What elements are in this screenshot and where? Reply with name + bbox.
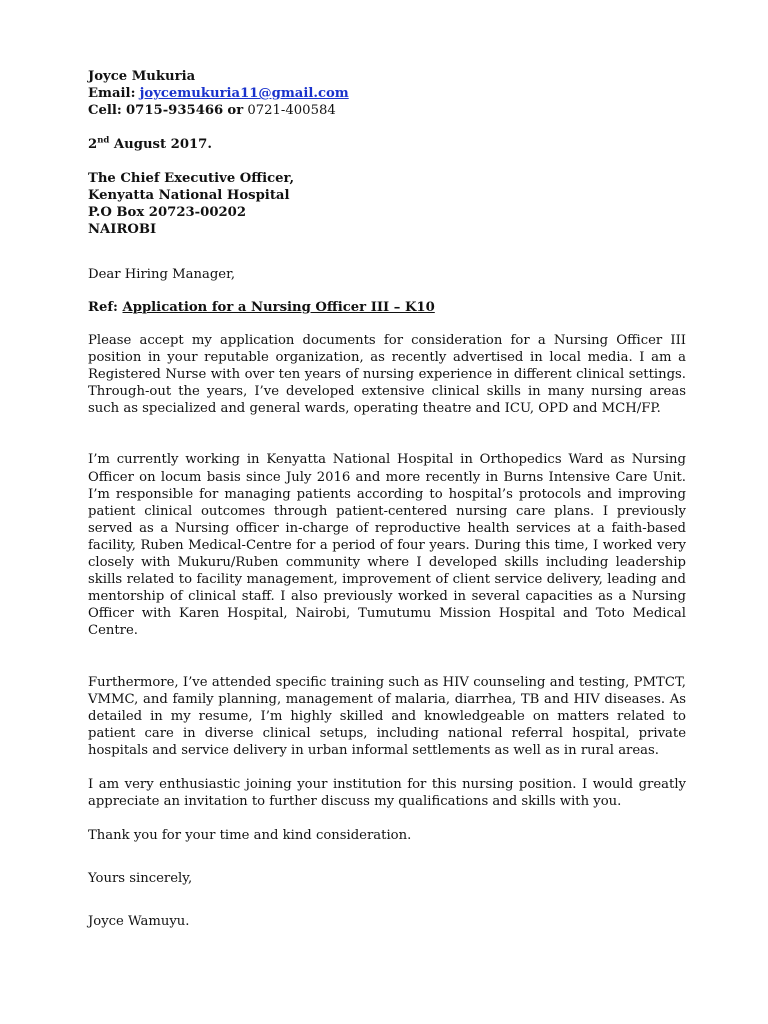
recipient-line: Kenyatta National Hospital (88, 188, 290, 203)
letter-page (88, 68, 686, 930)
signature-name: Joyce Wamuyu. (88, 914, 190, 930)
letter-date (88, 136, 686, 153)
sender-block (88, 68, 686, 119)
body-paragraph: Furthermore, I’ve attended specific training such as HIV counseling and testing, PMTCT, VMMC, and family planning, management of malaria, diarrhea, TB and HIV diseases. As detailed in my resume, I’m highly skilled and knowledgeable on matters related to patient care in diverse clinical setups, including national referral hospital, private hospitals and service delivery in urban informal settlements as well as in rural areas. (88, 674, 686, 758)
sender-name: Joyce Mukuria (88, 69, 196, 84)
body-paragraph: I am very enthusiastic joining your institution for this nursing position. I would greatly appreciate an invitation to further discuss my qualifications and skills with you. (88, 776, 686, 810)
cell-line (88, 102, 686, 119)
date-rest: August 2017. (113, 137, 212, 152)
cell-secondary: 0721-400584 (247, 103, 336, 118)
email-label: Email: (88, 86, 136, 101)
reference-subject: Application for a Nursing Officer III – K10 (122, 300, 435, 315)
recipient-line: The Chief Executive Officer, (88, 171, 295, 186)
reference-label: Ref: (88, 300, 118, 315)
email-link[interactable]: joycemukuria11@gmail.com (139, 86, 349, 101)
cell-primary: 0715-935466 (125, 103, 224, 118)
body-paragraph: Please accept my application documents for consideration for a Nursing Officer III position in your reputable organization, as recently advertised in local media. I am a Registered Nurse with over ten years of nursing experience in different clinical settings. Through-out the years, I’ve developed extensive clinical skills in many nursing areas such as specialized and general wards, operating theatre and ICU, OPD and MCH/FP. (88, 333, 686, 417)
salutation: Dear Hiring Manager, (88, 267, 236, 282)
recipient-block (88, 170, 686, 238)
email-line (88, 85, 686, 102)
cell-label: Cell: (88, 103, 122, 118)
recipient-line: NAIROBI (88, 222, 157, 237)
reference-line (88, 299, 686, 316)
recipient-line: P.O Box 20723-00202 (88, 205, 247, 220)
valediction: Yours sincerely, (88, 871, 193, 887)
cell-or: or (227, 103, 244, 118)
body-paragraph: Thank you for your time and kind consideration. (88, 828, 412, 844)
body-paragraph: I’m currently working in Kenyatta National Hospital in Orthopedics Ward as Nursing Officer on locum basis since July 2016 and more recently in Burns Intensive Care Unit. I’m responsible for managing patients according to hospital’s protocols and improving patient clinical outcomes through patient-centered nursing care plans. I previously served as a Nursing officer in-charge of reproductive health services at a faith-based facility, Ruben Medical-Centre for a period of four years. During this time, I worked very closely with Mukuru/Ruben community where I developed skills including leadership skills related to facility management, improvement of client service delivery, leading and mentorship of clinical staff. I also previously worked in several capacities as a Nursing Officer with Karen Hospital, Nairobi, Tumutumu Mission Hospital and Toto Medical Centre. (88, 452, 686, 639)
date-day: 2 (88, 137, 98, 152)
date-suffix: nd (97, 135, 110, 146)
